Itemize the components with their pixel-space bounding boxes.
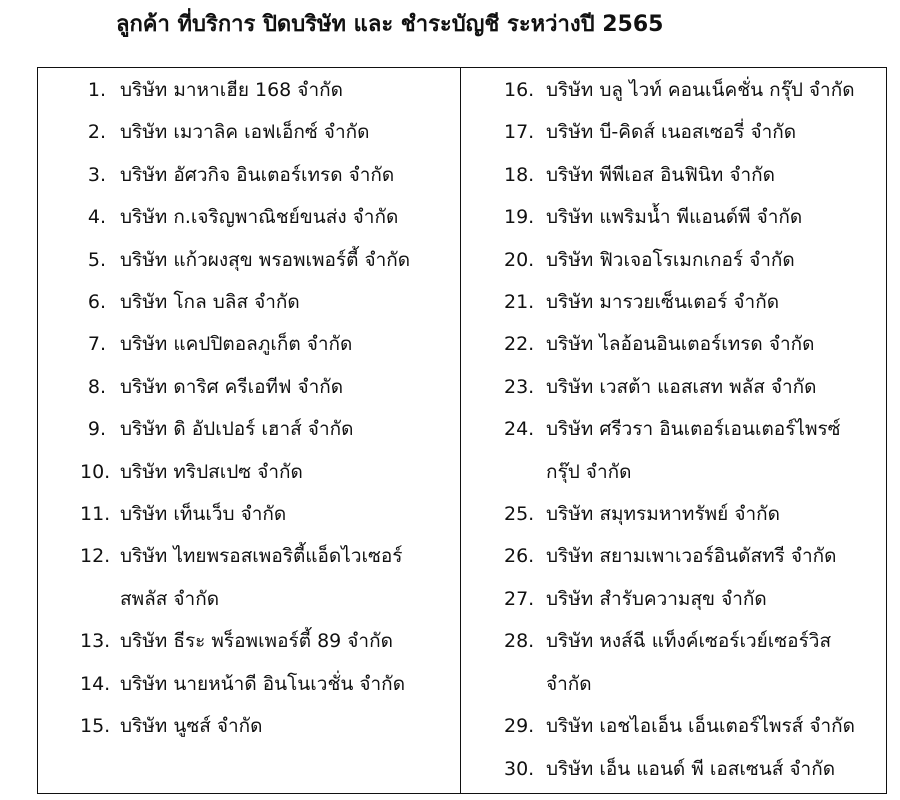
item-name-block bbox=[120, 69, 343, 111]
item-name-block bbox=[120, 323, 352, 365]
item-name-block bbox=[546, 620, 831, 705]
page-title: ลูกค้า ที่บริการ ปิดบริษัท และ ชำระบัญชี ระหว่างปี 2565 bbox=[116, 12, 664, 37]
company-name: บริษัท ไทยพรอสเพอริตี้แอ็ดไวเซอร์ bbox=[120, 545, 403, 568]
list-item bbox=[504, 281, 884, 323]
company-name: บริษัท โกล บลิส จำกัด bbox=[120, 291, 300, 314]
company-name: บริษัท อัศวกิจ อินเตอร์เทรด จำกัด bbox=[120, 163, 395, 186]
item-name-block bbox=[546, 705, 855, 747]
company-name: บริษัท เท็นเว็บ จำกัด bbox=[120, 503, 287, 526]
list-item bbox=[80, 239, 452, 281]
item-name-block bbox=[546, 196, 802, 238]
item-number: 2. bbox=[87, 121, 106, 144]
list-item bbox=[504, 408, 884, 493]
list-item bbox=[504, 154, 884, 196]
list-item bbox=[80, 366, 452, 408]
item-name-block bbox=[120, 366, 343, 408]
company-name: บริษัท ธีระ พร็อพเพอร์ตี้ 89 จำกัด bbox=[120, 630, 393, 653]
company-name: บริษัท ดาริศ ครีเอทีฟ จำกัด bbox=[120, 375, 344, 398]
item-name-block bbox=[120, 451, 303, 493]
company-name: บริษัท เมวาลิค เอฟเอ็กซ์ จำกัด bbox=[120, 121, 370, 144]
item-number: 11. bbox=[80, 503, 111, 526]
item-number: 6. bbox=[87, 291, 106, 314]
item-number: 8. bbox=[87, 375, 106, 398]
item-number: 10. bbox=[80, 460, 111, 483]
list-item bbox=[80, 111, 452, 153]
list-item bbox=[80, 323, 452, 365]
item-name-block bbox=[546, 69, 855, 111]
list-item bbox=[504, 239, 884, 281]
item-name-block bbox=[120, 663, 405, 705]
item-name-block bbox=[120, 408, 353, 450]
list-item bbox=[80, 663, 452, 705]
item-number: 20. bbox=[504, 248, 535, 271]
company-name-continued: จำกัด bbox=[546, 672, 592, 695]
item-number: 15. bbox=[80, 715, 111, 738]
item-number: 7. bbox=[87, 333, 106, 356]
item-name-block bbox=[120, 281, 300, 323]
company-name: บริษัท แคปปิตอลภูเก็ต จำกัด bbox=[120, 333, 353, 356]
right-column-list bbox=[504, 69, 884, 790]
item-name-block bbox=[546, 493, 780, 535]
list-item bbox=[80, 408, 452, 450]
list-item bbox=[504, 493, 884, 535]
list-item bbox=[80, 281, 452, 323]
company-name-continued: กรุ๊ป จำกัด bbox=[546, 460, 632, 483]
item-name-block bbox=[120, 239, 410, 281]
item-number: 14. bbox=[80, 672, 111, 695]
list-item bbox=[504, 111, 884, 153]
company-name: บริษัท ฟิวเจอโรเมกเกอร์ จำกัด bbox=[546, 248, 795, 271]
list-item bbox=[504, 366, 884, 408]
list-item bbox=[80, 154, 452, 196]
company-name: บริษัท เวสต้า แอสเสท พลัส จำกัด bbox=[546, 375, 817, 398]
item-number: 12. bbox=[80, 545, 111, 568]
list-item bbox=[80, 620, 452, 662]
item-number: 24. bbox=[504, 418, 535, 441]
item-number: 17. bbox=[504, 121, 535, 144]
item-number: 22. bbox=[504, 333, 535, 356]
company-name: บริษัท มารวยเซ็นเตอร์ จำกัด bbox=[546, 291, 780, 314]
company-name: บริษัท แก้วผงสุข พรอพเพอร์ตี้ จำกัด bbox=[120, 248, 411, 271]
list-item bbox=[80, 69, 452, 111]
item-number: 13. bbox=[80, 630, 111, 653]
list-item bbox=[504, 69, 884, 111]
company-name: บริษัท ทริปสเปซ จำกัด bbox=[120, 460, 303, 483]
company-name: บริษัท สยามเพาเวอร์อินดัสทรี จำกัด bbox=[546, 545, 837, 568]
list-item bbox=[80, 705, 452, 747]
item-number: 25. bbox=[504, 503, 535, 526]
item-number: 16. bbox=[504, 79, 535, 101]
item-number: 5. bbox=[87, 248, 106, 271]
list-item bbox=[504, 620, 884, 705]
item-number: 1. bbox=[87, 79, 106, 101]
item-number: 9. bbox=[87, 418, 106, 441]
item-name-block bbox=[120, 154, 394, 196]
list-item bbox=[504, 196, 884, 238]
item-name-block bbox=[546, 154, 775, 196]
company-name-continued: สพลัส จำกัด bbox=[120, 587, 220, 610]
left-column-list bbox=[80, 69, 452, 748]
item-name-block bbox=[120, 493, 286, 535]
list-item bbox=[504, 323, 884, 365]
company-name: บริษัท พีพีเอส อินฟินิท จำกัด bbox=[546, 163, 775, 186]
item-number: 4. bbox=[87, 206, 106, 229]
column-divider bbox=[460, 67, 461, 794]
item-name-block bbox=[546, 748, 835, 790]
list-item bbox=[80, 535, 452, 620]
company-name: บริษัท นายหน้าดี อินโนเวชั่น จำกัด bbox=[120, 672, 406, 695]
company-name: บริษัท ดิ อัปเปอร์ เฮาส์ จำกัด bbox=[120, 418, 354, 441]
item-name-block bbox=[546, 408, 841, 493]
item-number: 21. bbox=[504, 291, 535, 314]
list-item bbox=[504, 748, 884, 790]
company-name: บริษัท บลู ไวท์ คอนเน็คชั่น กรุ๊ป จำกัด bbox=[546, 79, 855, 101]
item-name-block bbox=[546, 281, 779, 323]
company-name: บริษัท ไลอ้อนอินเตอร์เทรด จำกัด bbox=[546, 333, 815, 356]
item-name-block bbox=[546, 578, 767, 620]
list-item bbox=[80, 451, 452, 493]
item-number: 30. bbox=[504, 757, 535, 780]
company-name: บริษัท มาหาเฮีย 168 จำกัด bbox=[120, 79, 343, 101]
item-number: 19. bbox=[504, 206, 535, 229]
list-item bbox=[504, 705, 884, 747]
item-number: 26. bbox=[504, 545, 535, 568]
item-name-block bbox=[546, 323, 814, 365]
company-name: บริษัท เอชไอเอ็น เอ็นเตอร์ไพรส์ จำกัด bbox=[546, 715, 855, 738]
item-name-block bbox=[546, 239, 795, 281]
company-name: บริษัท แพริมน้ำ พีแอนด์พี จำกัด bbox=[546, 206, 803, 229]
item-name-block bbox=[546, 535, 837, 577]
company-name: บริษัท หงส์ฉี แท็งค์เซอร์เวย์เซอร์วิส bbox=[546, 630, 832, 653]
item-name-block bbox=[120, 196, 398, 238]
company-name: บริษัท สมุทรมหาทรัพย์ จำกัด bbox=[546, 503, 780, 526]
item-name-block bbox=[546, 111, 796, 153]
company-name: บริษัท เอ็น แอนด์ พี เอสเซนส์ จำกัด bbox=[546, 757, 836, 780]
item-number: 28. bbox=[504, 630, 535, 653]
item-number: 29. bbox=[504, 715, 535, 738]
item-name-block bbox=[120, 111, 369, 153]
list-item bbox=[504, 535, 884, 577]
item-number: 23. bbox=[504, 375, 535, 398]
list-item bbox=[504, 578, 884, 620]
item-name-block bbox=[546, 366, 817, 408]
company-name: บริษัท ก.เจริญพาณิชย์ขนส่ง จำกัด bbox=[120, 206, 399, 229]
item-name-block bbox=[120, 705, 263, 747]
company-name: บริษัท สำรับความสุข จำกัด bbox=[546, 587, 767, 610]
item-number: 18. bbox=[504, 163, 535, 186]
item-name-block bbox=[120, 620, 393, 662]
list-item bbox=[80, 493, 452, 535]
list-item bbox=[80, 196, 452, 238]
item-number: 27. bbox=[504, 587, 535, 610]
item-name-block bbox=[120, 535, 403, 620]
company-name: บริษัท ศรีวรา อินเตอร์เอนเตอร์ไพรซ์ bbox=[546, 418, 841, 441]
company-name: บริษัท บี-คิดส์ เนอสเซอรี่ จำกัด bbox=[546, 121, 797, 144]
company-name: บริษัท นูซส์ จำกัด bbox=[120, 715, 263, 738]
item-number: 3. bbox=[87, 163, 106, 186]
